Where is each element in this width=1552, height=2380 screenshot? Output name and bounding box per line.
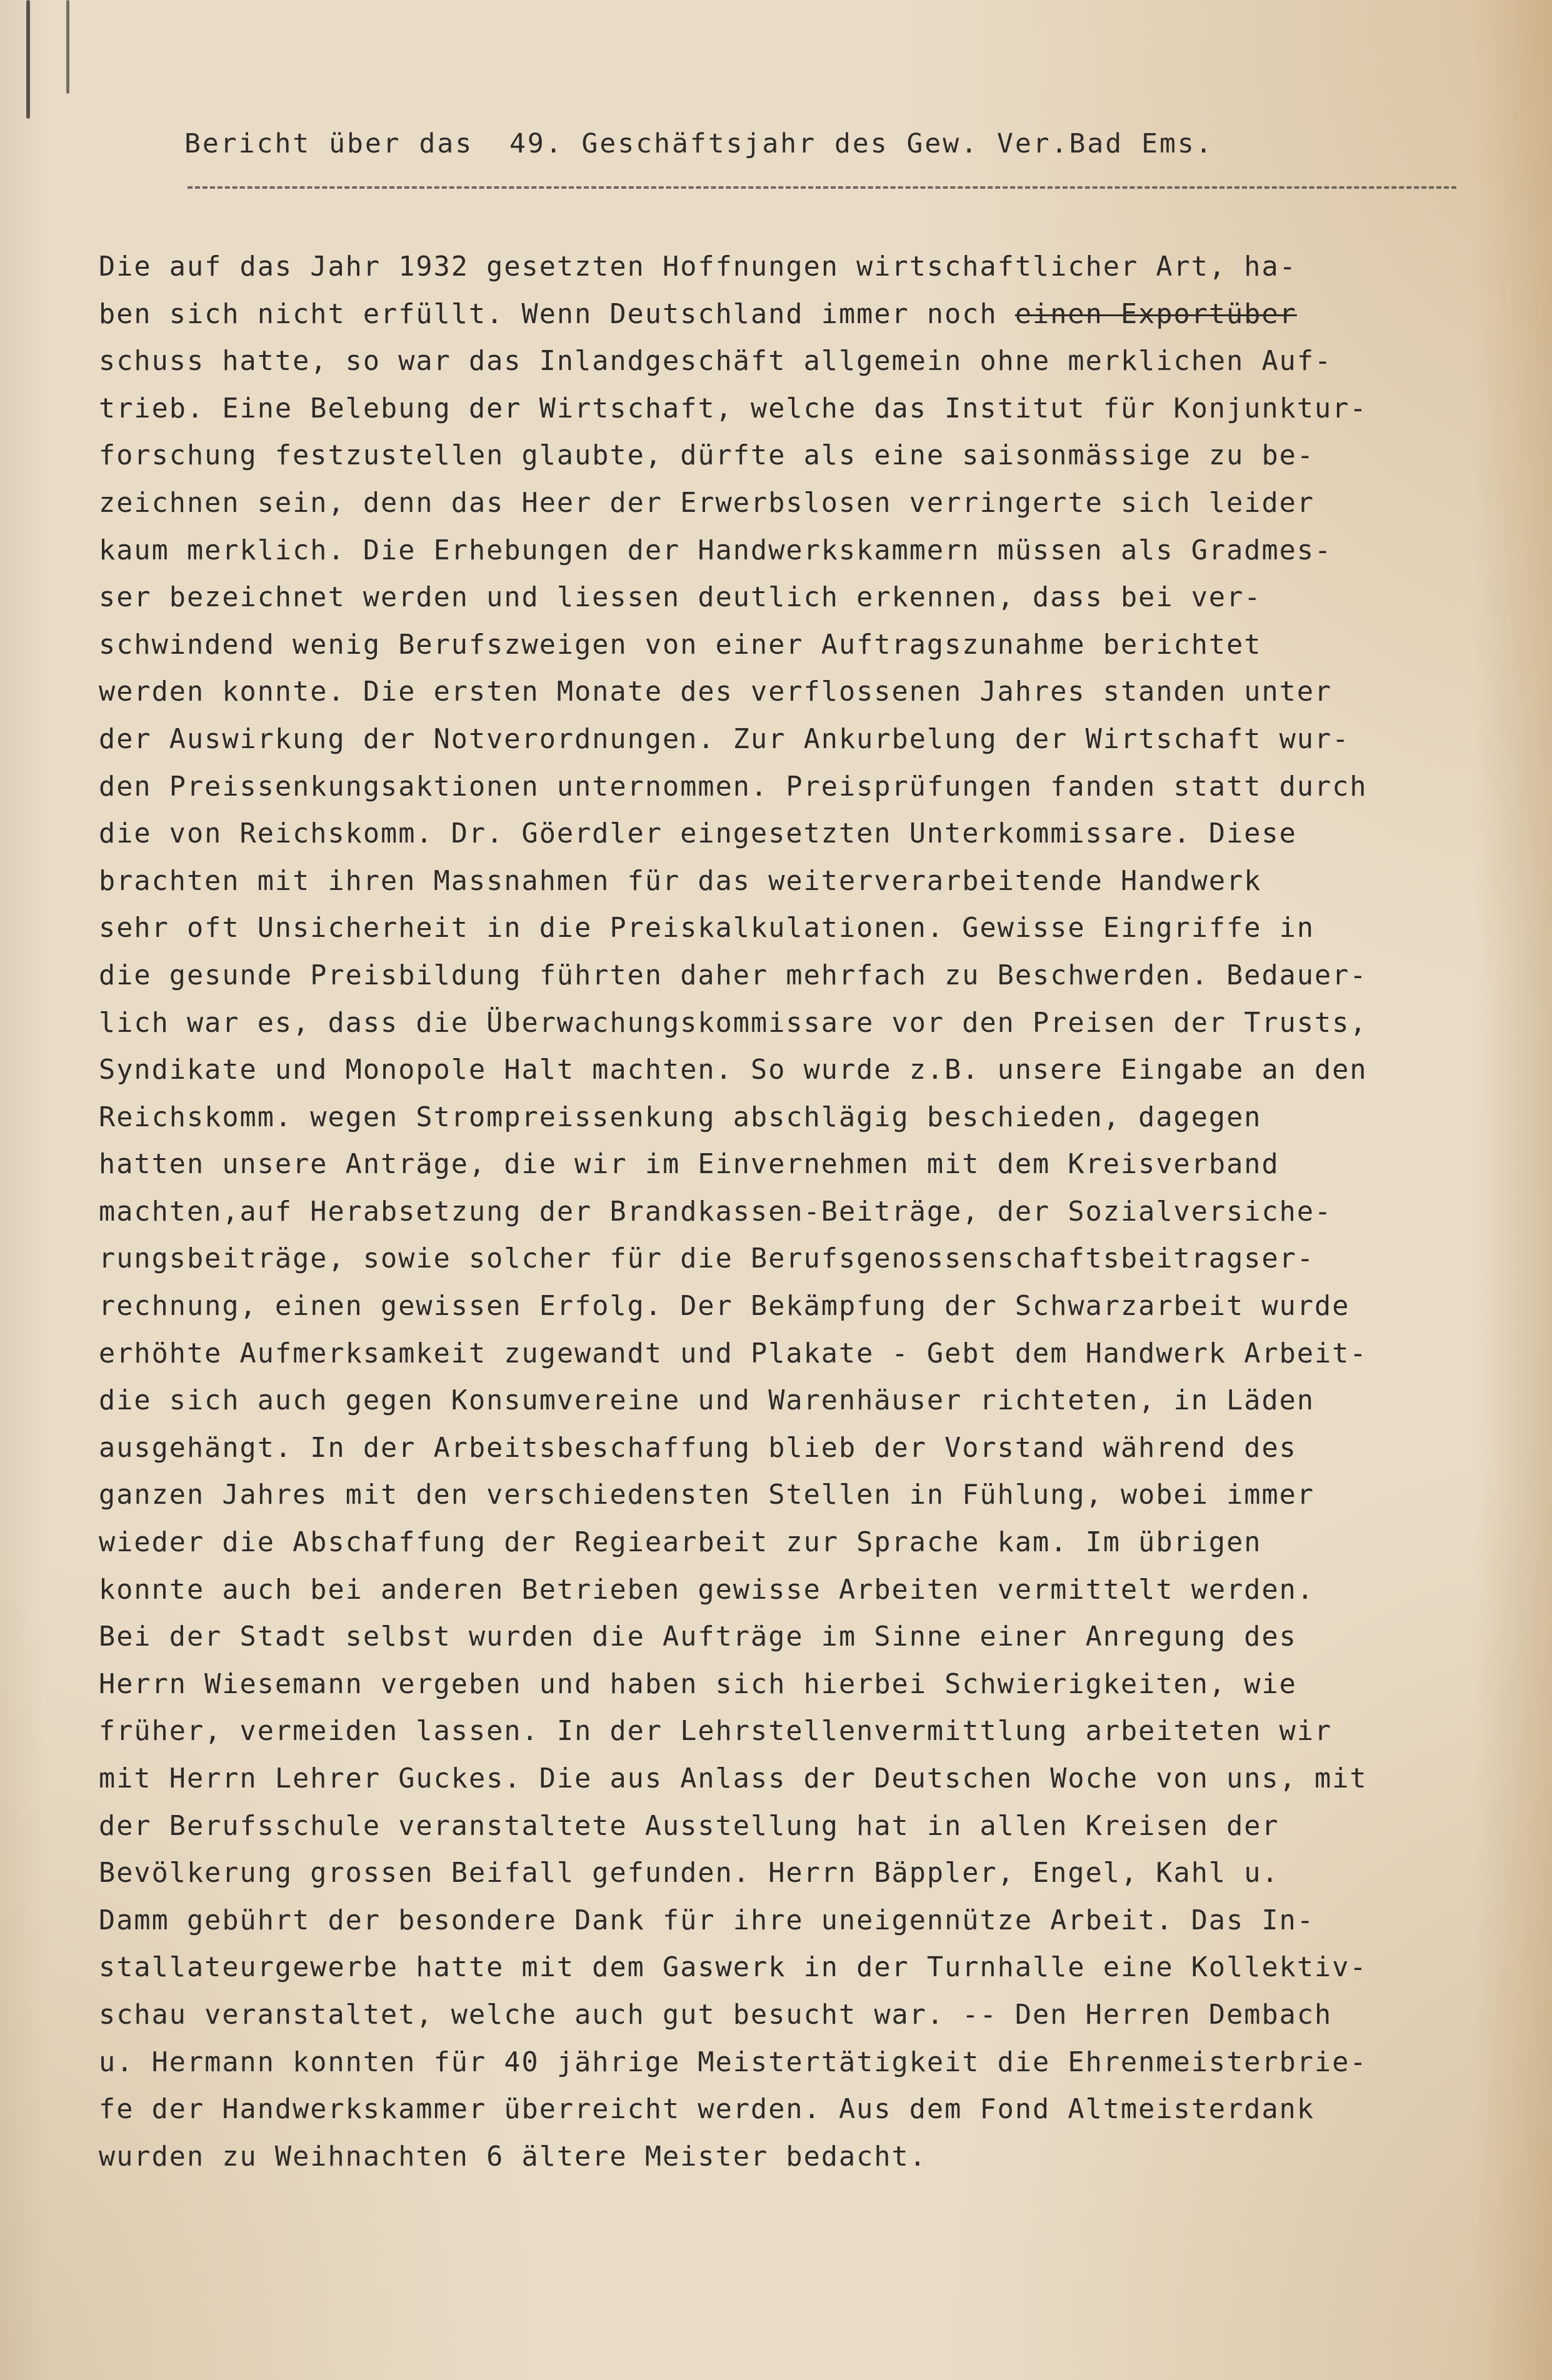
text-line <box>99 291 1530 339</box>
text-line: erhöhte Aufmerksamkeit zugewandt und Plakate - Gebt dem Handwerk Arbeit- <box>99 1338 1368 1369</box>
text-line: Herrn Wiesemann vergeben und haben sich hierbei Schwierigkeiten, wie <box>99 1668 1297 1700</box>
report-title: Bericht über das 49. Geschäftsjahr des Gew. Ver.Bad Ems. <box>184 128 1214 159</box>
text-line: Reichskomm. wegen Strompreissenkung abschlägig beschieden, dagegen <box>99 1101 1262 1133</box>
text-line: Damm gebührt der besondere Dank für ihre uneigennütze Arbeit. Das In- <box>99 1904 1315 1936</box>
text-line: Bei der Stadt selbst wurden die Aufträge im Sinne einer Anregung des <box>99 1621 1297 1653</box>
text-line: wieder die Abschaffung der Regiearbeit zur Sprache kam. Im übrigen <box>99 1527 1262 1559</box>
text-line: machten,auf Herabsetzung der Brandkassen-Beiträge, der Sozialversiche- <box>99 1196 1333 1228</box>
text-line: Bevölkerung grossen Beifall gefunden. Herrn Bäppler, Engel, Kahl u. <box>99 1858 1279 1889</box>
text-line: zeichnen sein, denn das Heer der Erwerbslosen verringerte sich leider <box>99 487 1315 519</box>
text-line: wurden zu Weihnachten 6 ältere Meister bedacht. <box>99 2141 927 2172</box>
text-line: lich war es, dass die Überwachungskommissare vor den Preisen der Trusts, <box>99 1007 1368 1039</box>
text-line: Die auf das Jahr 1932 gesetzten Hoffnungen wirtschaftlicher Art, ha- <box>99 251 1297 282</box>
binding-mark-secondary <box>66 0 69 94</box>
text-line: rungsbeiträge, sowie solcher für die Berufsgenossenschaftsbeitragser- <box>99 1243 1315 1275</box>
text-line: ausgehängt. In der Arbeitsbeschaffung blieb der Vorstand während des <box>99 1432 1297 1464</box>
text-line: sehr oft Unsicherheit in die Preiskalkulationen. Gewisse Eingriffe in <box>99 912 1315 944</box>
text-line: ganzen Jahres mit den verschiedensten Stellen in Fühlung, wobei immer <box>99 1479 1315 1511</box>
text-line: die sich auch gegen Konsumvereine und Warenhäuser richteten, in Läden <box>99 1385 1315 1417</box>
text-line: rechnung, einen gewissen Erfolg. Der Bekämpfung der Schwarzarbeit wurde <box>99 1291 1350 1322</box>
text-line: der Berufsschule veranstaltete Ausstellung hat in allen Kreisen der <box>99 1810 1279 1842</box>
text-segment: ben sich nicht erfüllt. Wenn Deutschland immer noch <box>99 298 1015 330</box>
text-line: die von Reichskomm. Dr. Göerdler eingesetzten Unterkommissare. Diese <box>99 818 1297 850</box>
title-underline <box>188 186 1456 189</box>
text-line: ser bezeichnet werden und liessen deutlich erkennen, dass bei ver- <box>99 582 1262 614</box>
text-line: der Auswirkung der Notverordnungen. Zur Ankurbelung der Wirtschaft wur- <box>99 723 1350 755</box>
text-line: schwindend wenig Berufszweigen von einer Auftragszunahme berichtet <box>99 629 1262 661</box>
report-body <box>99 244 1530 2181</box>
text-line: stallateurgewerbe hatte mit dem Gaswerk in der Turnhalle eine Kollektiv- <box>99 1952 1368 1984</box>
struck-text: einen Exportüber <box>1014 298 1297 330</box>
text-line: brachten mit ihren Massnahmen für das weiterverarbeitende Handwerk <box>99 865 1262 897</box>
text-line: mit Herrn Lehrer Guckes. Die aus Anlass der Deutschen Woche von uns, mit <box>99 1763 1368 1794</box>
text-line: fe der Handwerkskammer überreicht werden. Aus dem Fond Altmeisterdank <box>99 2094 1315 2126</box>
text-line: schau veranstaltet, welche auch gut besucht war. -- Den Herren Dembach <box>99 1999 1333 2031</box>
text-line: u. Hermann konnten für 40 jährige Meistertätigkeit die Ehrenmeisterbrie- <box>99 2046 1368 2078</box>
text-line: konnte auch bei anderen Betrieben gewisse Arbeiten vermittelt werden. <box>99 1574 1315 1606</box>
text-line: werden konnte. Die ersten Monate des verflossenen Jahres standen unter <box>99 676 1333 708</box>
text-line: forschung festzustellen glaubte, dürfte als eine saisonmässige zu be- <box>99 440 1315 472</box>
text-line: die gesunde Preisbildung führten daher mehrfach zu Beschwerden. Bedauer- <box>99 959 1368 991</box>
text-line: kaum merklich. Die Erhebungen der Handwerkskammern müssen als Gradmes- <box>99 534 1333 566</box>
binding-mark <box>26 0 30 119</box>
text-line: schuss hatte, so war das Inlandgeschäft allgemein ohne merklichen Auf- <box>99 346 1333 378</box>
text-line: Syndikate und Monopole Halt machten. So wurde z.B. unsere Eingabe an den <box>99 1054 1368 1086</box>
text-line: hatten unsere Anträge, die wir im Einvernehmen mit dem Kreisverband <box>99 1149 1279 1181</box>
text-line: trieb. Eine Belebung der Wirtschaft, welche das Institut für Konjunktur- <box>99 392 1368 424</box>
text-line: den Preissenkungsaktionen unternommen. Preisprüfungen fanden statt durch <box>99 771 1368 802</box>
text-line: früher, vermeiden lassen. In der Lehrstellenvermittlung arbeiteten wir <box>99 1716 1333 1748</box>
